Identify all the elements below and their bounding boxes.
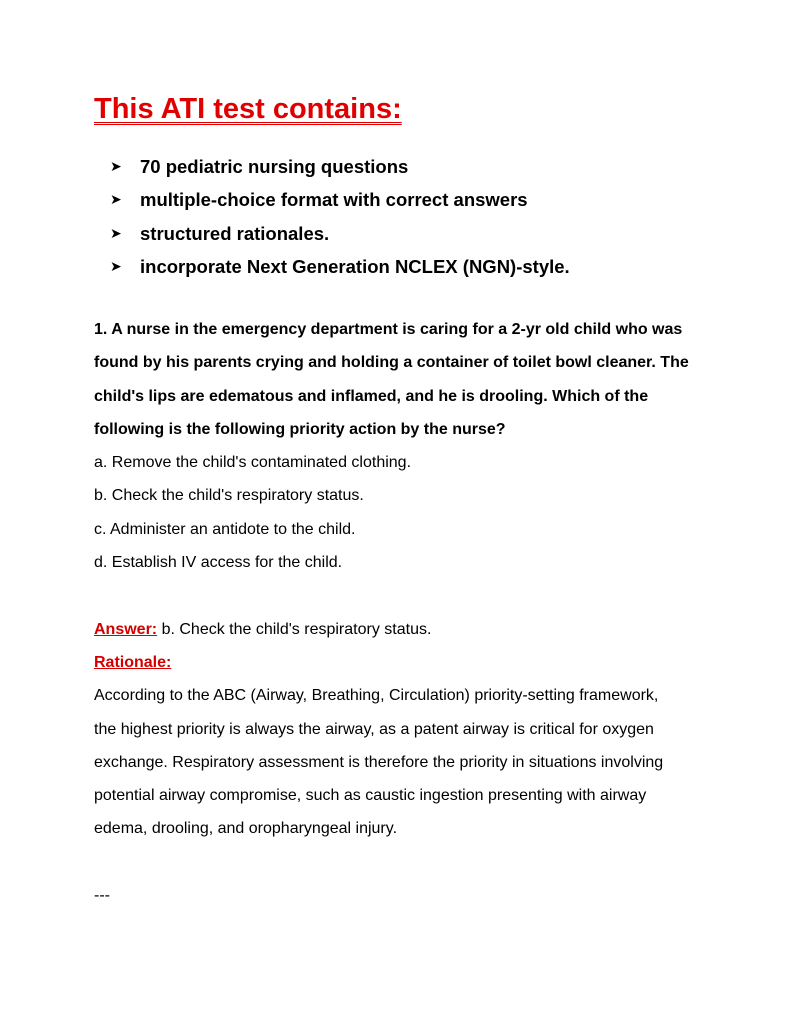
answer-label: Answer: <box>94 620 158 638</box>
arrow-bullet-icon: ➤ <box>110 158 122 174</box>
answer-text: b. Check the child's respiratory status. <box>157 620 432 638</box>
list-item <box>110 150 570 183</box>
arrow-bullet-icon: ➤ <box>110 191 122 208</box>
bullet-text: incorporate Next Generation NCLEX (NGN)-style. <box>140 255 570 277</box>
document-title: This ATI test contains: <box>94 93 402 125</box>
option-b: b. Check the child's respiratory status. <box>94 487 364 505</box>
bullet-text: structured rationales. <box>140 222 330 244</box>
rationale-line: exchange. Respiratory assessment is therefore the priority in situations involving <box>94 753 664 771</box>
list-item <box>110 250 570 283</box>
rationale-line: edema, drooling, and oropharyngeal injury. <box>94 820 398 838</box>
question-line: child's lips are edematous and inflamed, and he is drooling. Which of the <box>94 387 649 405</box>
question-block <box>94 313 714 912</box>
option-c: c. Administer an antidote to the child. <box>94 520 356 538</box>
rationale-line: According to the ABC (Airway, Breathing, Circulation) priority-setting framework, <box>94 687 659 705</box>
question-line: found by his parents crying and holding a container of toilet bowl cleaner. The <box>94 354 689 372</box>
question-line: following is the following priority action by the nurse? <box>94 420 506 438</box>
option-a: a. Remove the child's contaminated clothing. <box>94 454 412 472</box>
bullet-text: 70 pediatric nursing questions <box>140 156 409 177</box>
rationale-line: the highest priority is always the airway, as a patent airway is critical for oxygen <box>94 720 654 738</box>
arrow-bullet-icon: ➤ <box>110 257 122 274</box>
bullet-text: multiple-choice format with correct answers <box>140 189 528 211</box>
rationale-line: potential airway compromise, such as caustic ingestion presenting with airway <box>94 787 647 805</box>
list-item <box>110 183 570 216</box>
list-item <box>110 217 570 250</box>
option-d: d. Establish IV access for the child. <box>94 554 343 572</box>
question-line: 1. A nurse in the emergency department is caring for a 2-yr old child who was <box>94 321 683 338</box>
contents-list <box>110 150 570 283</box>
answer-line <box>94 613 714 646</box>
rationale-label: Rationale: <box>94 653 172 671</box>
arrow-bullet-icon: ➤ <box>110 224 122 241</box>
separator: --- <box>94 887 110 905</box>
